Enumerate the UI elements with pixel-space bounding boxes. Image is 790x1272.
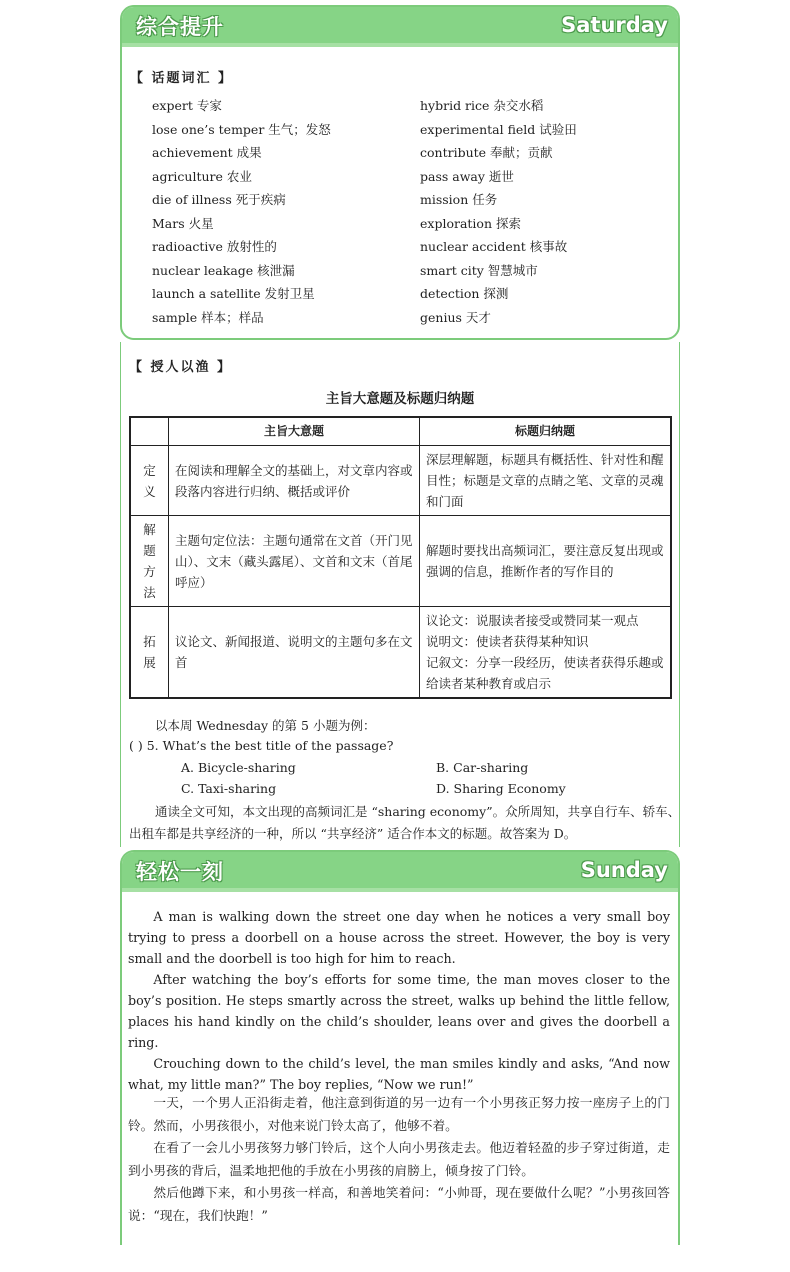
vocab-item: achievement 成果 xyxy=(152,145,262,160)
vocab-item: agriculture 农业 xyxy=(152,168,252,184)
vocab-list-left xyxy=(152,94,331,329)
story-chinese xyxy=(128,1092,670,1227)
vocab-item: lose one’s temper 生气；发怒 xyxy=(152,121,331,137)
story-paragraph: Crouching down to the child’s level, the man smiles kindly and asks, “And now what, my little man?” The boy replies, “Now we run!” xyxy=(128,1056,670,1092)
table-cell: 解题时要找出高频词汇，要注意反复出现或强调的信息，推断作者的写作目的 xyxy=(420,516,672,607)
example-intro: 以本周 Wednesday 的第 5 小题为例： xyxy=(155,718,376,733)
vocab-item: radioactive 放射性的 xyxy=(152,239,277,254)
table-header-row xyxy=(130,417,671,446)
row-header xyxy=(130,516,169,607)
sunday-day-label: Sunday xyxy=(580,858,668,882)
vocab-item: sample 样本；样品 xyxy=(152,309,264,325)
table-row xyxy=(130,446,671,516)
vocab-item: experimental field 试验田 xyxy=(420,121,577,137)
row-header xyxy=(130,446,169,516)
table-header-title: 标题归纳题 xyxy=(420,417,672,446)
method-section xyxy=(120,342,680,847)
table-header-main: 主旨大意题 xyxy=(169,417,420,446)
vocab-item: nuclear leakage 核泄漏 xyxy=(152,262,295,278)
question-text: ( ) 5. What’s the best title of the passage? xyxy=(129,738,394,753)
method-label: 【 授人以渔 】 xyxy=(129,360,233,375)
row-header-text: 定 义 xyxy=(143,462,156,499)
option-c: C. Taxi-sharing xyxy=(181,781,277,796)
vocab-item: expert 专家 xyxy=(152,98,222,113)
vocab-item: nuclear accident 核事故 xyxy=(420,239,568,254)
row-header-text: 解 题 方 法 xyxy=(143,522,156,600)
vocab-item: smart city 智慧城市 xyxy=(420,262,538,278)
vocab-item: genius 天才 xyxy=(420,309,491,325)
saturday-header xyxy=(122,7,678,47)
vocab-item: die of illness 死于疾病 xyxy=(152,192,286,207)
cell-line: 记叙文：分享一段经历，使读者获得乐趣或给读者某种教育或启示 xyxy=(426,655,664,691)
story-english xyxy=(128,906,670,1095)
vocab-item: exploration 探索 xyxy=(420,215,521,231)
story-paragraph: 一天，一个男人正沿街走着，他注意到街道的另一边有一个小男孩正努力按一座房子上的门铃。然而，小男孩很小，对他来说门铃太高了，他够不着。 xyxy=(128,1095,670,1133)
table-cell: 主题句定位法：主题句通常在文首（开门见山）、文末（藏头露尾）、文首和文末（首尾呼应） xyxy=(169,516,420,607)
option-d: D. Sharing Economy xyxy=(436,781,566,796)
vocab-item: hybrid rice 杂交水稻 xyxy=(420,98,544,113)
vocab-label: 【 话题词汇 】 xyxy=(130,71,234,86)
saturday-section xyxy=(120,5,680,340)
table-title: 主旨大意题及标题归纳题 xyxy=(325,391,475,407)
saturday-day-label: Saturday xyxy=(561,13,668,37)
table-row xyxy=(130,607,671,699)
explanation-line-2: 出租车都是共享经济的一种，所以 “共享经济” 适合作本文的标题。故答案为 D。 xyxy=(129,826,577,841)
vocab-item: pass away 逝世 xyxy=(420,168,514,184)
method-table xyxy=(129,416,672,699)
cell-line: 说明文：使读者获得某种知识 xyxy=(426,634,589,649)
option-a: A. Bicycle-sharing xyxy=(181,760,296,775)
vocab-item: Mars 火星 xyxy=(152,215,214,231)
story-paragraph: 在看了一会儿小男孩努力够门铃后，这个人向小男孩走去。他迈着轻盈的步子穿过街道，走到小男孩的背后，温柔地把他的手放在小男孩的肩膀上，倾身按了门铃。 xyxy=(128,1140,670,1178)
vocab-item: contribute 奉献；贡献 xyxy=(420,145,553,160)
vocab-item: launch a satellite 发射卫星 xyxy=(152,286,315,301)
explanation-line-1: 通读全文可知，本文出现的高频词汇是 “sharing economy”。众所周知，共享自行车、轿车、 xyxy=(155,804,681,819)
table-cell xyxy=(420,607,672,699)
table-header-empty xyxy=(130,417,169,446)
story-paragraph: After watching the boy’s efforts for some time, the man moves closer to the boy’s position. He steps smartly across the street, walks up behind the little fellow, places his hand kindly on the child’s shoulder, leans over and gives the doorbell a ring. xyxy=(128,972,670,1050)
vocab-item: mission 任务 xyxy=(420,192,498,207)
sunday-header xyxy=(122,852,678,892)
table-row xyxy=(130,516,671,607)
table-cell: 深层理解题，标题具有概括性、针对性和醒目性；标题是文章的点睛之笔、文章的灵魂和门面 xyxy=(420,446,672,516)
row-header-text: 拓 展 xyxy=(143,634,156,670)
vocab-list-right xyxy=(420,94,577,329)
table-cell: 议论文、新闻报道、说明文的主题句多在文首 xyxy=(169,607,420,699)
option-b: B. Car-sharing xyxy=(436,760,529,775)
row-header xyxy=(130,607,169,699)
vocab-item: detection 探测 xyxy=(420,286,509,301)
cell-line: 议论文：说服读者接受或赞同某一观点 xyxy=(426,613,639,628)
saturday-title: 综合提升 xyxy=(136,15,224,39)
sunday-title: 轻松一刻 xyxy=(136,860,224,884)
sunday-section xyxy=(120,850,680,1245)
story-paragraph: 然后他蹲下来，和小男孩一样高，和善地笑着问：“小帅哥，现在要做什么呢？”小男孩回答说：“现在，我们快跑！” xyxy=(128,1185,670,1223)
table-cell: 在阅读和理解全文的基础上，对文章内容或段落内容进行归纳、概括或评价 xyxy=(169,446,420,516)
story-paragraph: A man is walking down the street one day when he notices a very small boy trying to press a doorbell on a house across the street. However, the boy is very small and the doorbell is too high for him to reach. xyxy=(128,909,670,966)
